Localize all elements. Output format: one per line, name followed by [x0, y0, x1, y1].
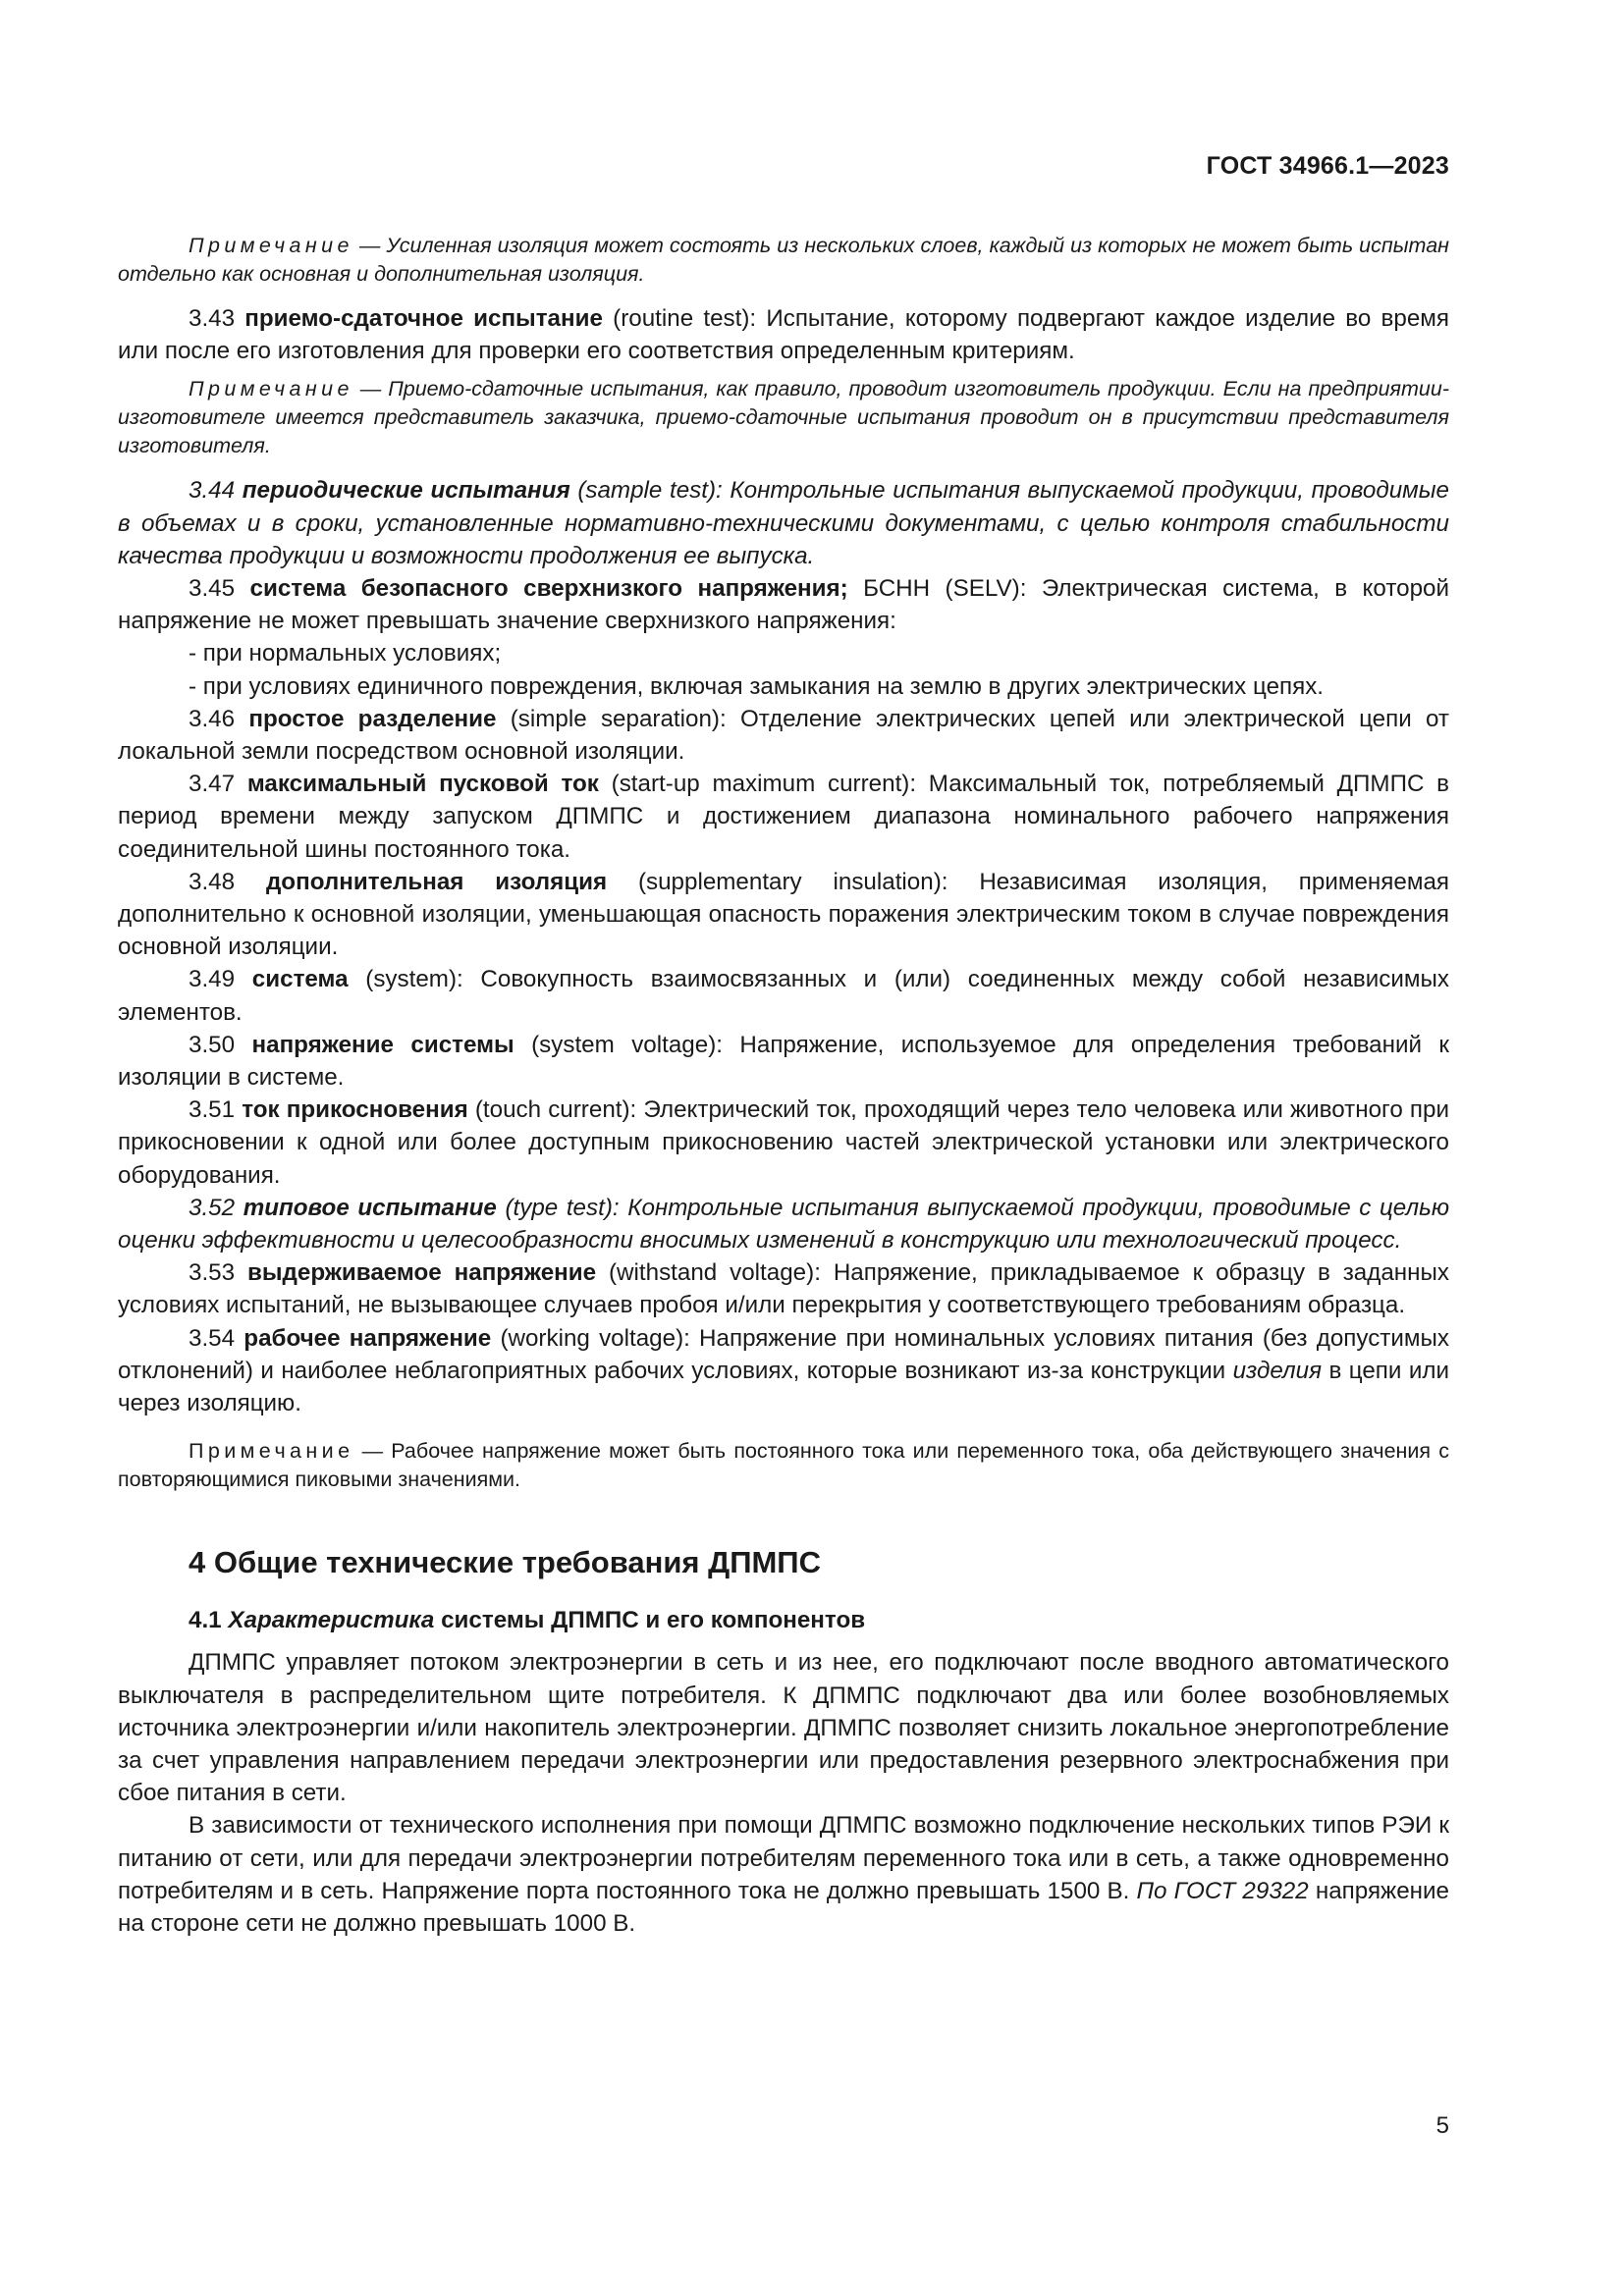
- term-definition: (supplementary insulation): Независимая изоляция, применяемая дополнительно к основной изоляции, уменьшающая опасность поражения электрическим током в случае повреждения основной изоляции.: [118, 868, 1450, 961]
- term-3-51: [118, 1094, 1449, 1192]
- term-title: периодические испытания: [242, 477, 570, 505]
- page-content: [118, 224, 1449, 1940]
- term-title: система: [251, 966, 349, 993]
- term-definition: (withstand voltage): Напряжение, прикладываемое к образцу в заданных условиях испытаний, не вызывающее случаев пробоя и/или перекрытия у соответствующего требованиям образца.: [118, 1259, 1450, 1319]
- term-definition: (system voltage): Напряжение, используемое для определения требований к изоляции в системе.: [118, 1031, 1450, 1092]
- subsection-title: системы ДПМПС и его компонентов: [434, 1607, 866, 1634]
- term-3-49: [118, 963, 1449, 1028]
- term-title: типовое испытание: [243, 1194, 497, 1221]
- section-heading-4: 4 Общие технические требования ДПМПС: [189, 1545, 821, 1580]
- term-definition: (start-up maximum current): Максимальный ток, потребляемый ДПМПС в период времени между запуском ДПМПС и достижением диапазона номинального рабочего напряжения соединительной шины постоянного тока.: [118, 771, 1450, 863]
- paragraph-text-end: напряжение на стороне сети не должно превышать 1000 В.: [118, 1877, 1449, 1937]
- term-title: рабочее напряжение: [244, 1324, 492, 1352]
- term-title: выдерживаемое напряжение: [246, 1259, 597, 1287]
- subsection-number: 4.1: [189, 1607, 229, 1634]
- note-label: Примечание: [189, 377, 353, 401]
- term-number: 3.49: [189, 966, 252, 993]
- term-3-47: [118, 768, 1449, 866]
- term-number: 3.53: [189, 1259, 247, 1287]
- term-3-54: [118, 1322, 1449, 1420]
- term-number: 3.46: [189, 705, 249, 732]
- term-3-48: [118, 866, 1449, 964]
- term-3-46: [118, 703, 1449, 768]
- paragraph-text: В зависимости от технического исполнения при помощи ДПМПС возможно подключение нескольких типов РЭИ к питанию от сети, или для передачи электроэнергии потребителям переменного тока или в сеть, а также одновременно потребителям и в сеть. Напряжение порта постоянного тока не должно превышать 1500 В.: [118, 1812, 1449, 1904]
- note-reinforced-insulation: [118, 232, 1449, 289]
- document-code: ГОСТ 34966.1—2023: [1206, 152, 1449, 180]
- term-3-45: [118, 572, 1449, 637]
- note-text: — Рабочее напряжение может быть постоянного тока или переменного тока, оба действующего значения с повторяющимися пиковыми значениями.: [118, 1439, 1449, 1492]
- note-label: Примечание: [189, 1439, 354, 1464]
- term-definition: (type test): Контрольные испытания выпускаемой продукции, проводимые с целью оценки эффективности и целесообразности вносимых изменений в конструкцию или технологический процесс.: [118, 1194, 1450, 1255]
- term-definition: (system): Совокупность взаимосвязанных и (или) соединенных между собой независимых элементов.: [118, 966, 1449, 1026]
- note-label: Примечание: [189, 234, 353, 257]
- term-3-44: [118, 474, 1449, 572]
- list-item: - при нормальных условиях;: [189, 640, 502, 667]
- term-definition: (working voltage): Напряжение при номинальных условиях питания (без допустимых отклонений) и наиболее неблагоприятных рабочих условиях, которые возникают из-за конструкции: [118, 1324, 1450, 1384]
- subsection-title-italic: Характеристика: [228, 1607, 435, 1634]
- term-number: 3.47: [189, 771, 247, 798]
- term-number: 3.44: [189, 477, 243, 505]
- term-definition: : Контрольные испытания выпускаемой продукции, проводимые в объемах и в сроки, установленные нормативно-техническими документами, с целью контроля стабильности качества продукции и возможности продолжения ее выпуска.: [118, 477, 1449, 569]
- term-number: 3.43: [189, 305, 245, 332]
- note-working-voltage: [118, 1437, 1449, 1494]
- standard-reference: По ГОСТ 29322: [1136, 1877, 1309, 1904]
- term-number: 3.48: [189, 868, 266, 895]
- page-number: 5: [1435, 2112, 1449, 2139]
- note-text: — Усиленная изоляция может состоять из нескольких слоев, каждый из которых не может быть испытан отдельно как основная и дополнительная изоляция.: [118, 234, 1449, 286]
- term-number: 3.50: [189, 1031, 252, 1058]
- term-title: максимальный пусковой ток: [246, 771, 599, 798]
- term-title: приемо-сдаточное испытание: [244, 305, 603, 332]
- term-number: 3.54: [189, 1324, 244, 1352]
- term-title: напряжение системы: [251, 1031, 514, 1058]
- term-number: 3.51: [189, 1096, 243, 1124]
- term-title: система безопасного сверхнизкого напряжения;: [249, 575, 848, 603]
- term-english: (sample test): [569, 477, 717, 505]
- term-definition-italic: изделия: [1232, 1357, 1323, 1384]
- term-3-53: [118, 1256, 1449, 1321]
- term-number: 3.52: [189, 1194, 244, 1221]
- subsection-heading-4-1: [118, 1604, 1449, 1636]
- term-3-52: [118, 1192, 1449, 1256]
- term-definition: (simple separation): Отделение электрических цепей или электрической цепи от локальной земли посредством основной изоляции.: [118, 705, 1450, 766]
- paragraph: ДПМПС управляет потоком электроэнергии в сеть и из нее, его подключают после вводного автоматического выключателя в распределительном щите потребителя. К ДПМПС подключают два или более возобновляемых источника электроэнергии и/или накопитель электроэнергии. ДПМПС позволяет снизить локальное энергопотребление за счет управления направлением передачи электроэнергии или предоставления резервного электроснабжения при сбое питания в сети.: [118, 1649, 1449, 1807]
- term-definition: БСНН (SELV): Электрическая система, в которой напряжение не может превышать значение сверхнизкого напряжения:: [118, 575, 1450, 635]
- note-text: — Приемо-сдаточные испытания, как правило, проводит изготовитель продукции. Если на предприятии-изготовителе имеется представитель заказчика, приемо-сдаточные испытания проводит он в присутствии представителя изготовителя.: [118, 377, 1449, 458]
- term-number: 3.45: [189, 575, 250, 603]
- term-definition: (touch current): Электрический ток, проходящий через тело человека или животного при прикосновении к одной или более доступным прикосновению частей электрической установки или электрического оборудования.: [118, 1096, 1449, 1189]
- term-3-43: [118, 302, 1449, 367]
- term-definition-end: в цепи или через изоляцию.: [118, 1357, 1449, 1417]
- term-definition: (routine test): Испытание, которому подвергают каждое изделие во время или после его изготовления для проверки его соответствия определенным критериям.: [118, 305, 1450, 365]
- term-3-50: [118, 1029, 1449, 1094]
- note-routine-tests: [118, 375, 1449, 460]
- paragraph: [118, 1809, 1449, 1940]
- term-title: ток прикосновения: [242, 1096, 468, 1124]
- term-title: простое разделение: [248, 705, 497, 732]
- term-title: дополнительная изоляция: [265, 868, 608, 895]
- list-item: - при условиях единичного повреждения, включая замыкания на землю в других электрических цепях.: [189, 672, 1325, 700]
